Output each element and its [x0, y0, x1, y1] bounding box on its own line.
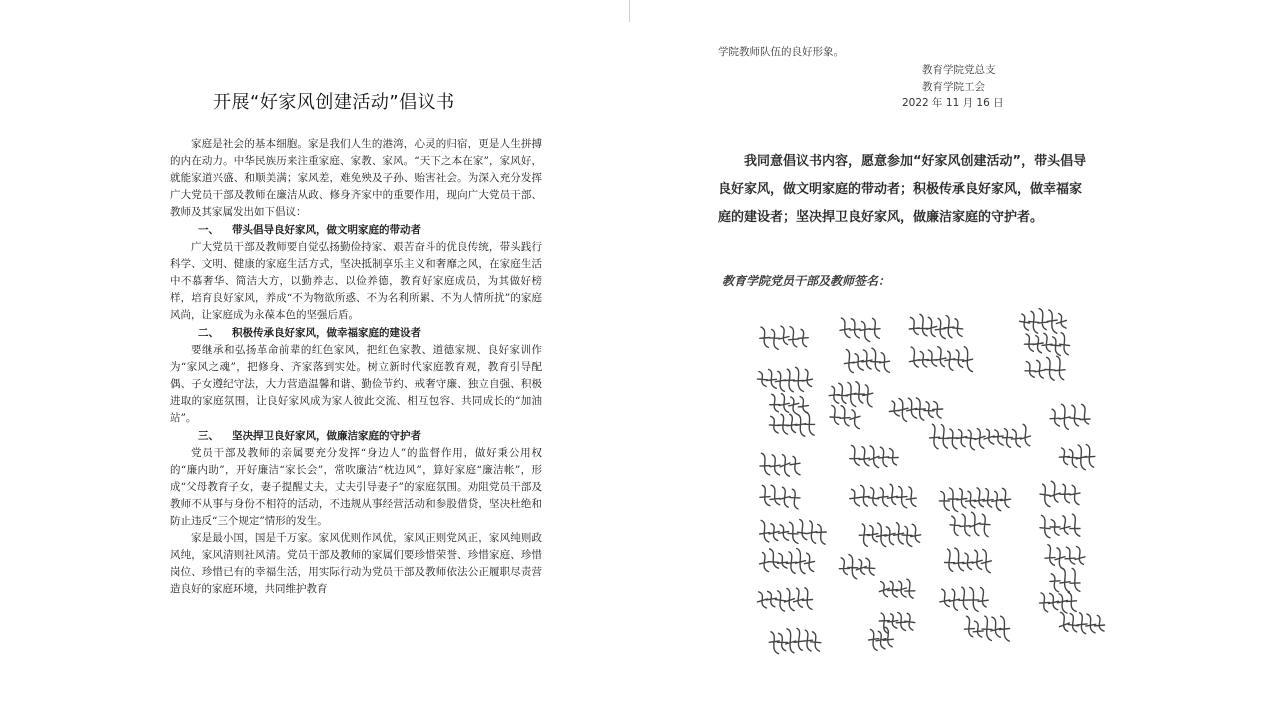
signature-27	[1040, 514, 1080, 538]
signature-6	[758, 367, 813, 392]
signature-30	[945, 548, 992, 573]
signature-40	[769, 628, 821, 653]
section-heading-3	[170, 427, 542, 445]
signature-31	[1045, 545, 1085, 569]
organization-name: 教育学院党总支	[922, 64, 996, 76]
signature-heading: 教育学院党员干部及教师签名：	[722, 274, 891, 288]
signature-4	[1020, 309, 1067, 334]
left-page	[150, 0, 550, 720]
section-heading-1	[170, 221, 542, 239]
signature-28	[760, 549, 815, 574]
document-title: 开展“好家风创建活动”倡议书	[213, 92, 455, 113]
signature-16	[1050, 404, 1090, 429]
signature-5	[1024, 333, 1069, 356]
signature-9	[1025, 356, 1065, 380]
signature-39	[1059, 612, 1104, 633]
section-number: 二、	[198, 327, 219, 339]
signature-32	[758, 588, 813, 611]
section-title: 坚决捍卫良好家风，做廉洁家庭的守护者	[232, 430, 421, 442]
signature-7	[844, 348, 889, 373]
right-page	[700, 0, 1140, 720]
page-divider	[629, 0, 630, 22]
signature-20	[760, 485, 800, 509]
signature-11	[770, 394, 809, 414]
signature-2	[840, 318, 880, 342]
signature-8	[909, 347, 972, 372]
signature-10	[829, 382, 873, 407]
intro-paragraph: 家庭是社会的基本细胞。家是我们人生的港湾，心灵的归宿，更是人生拼搏的内在动力。中华民族历来注重家庭、家教、家风。“天下之本在家”，家风好，就能家道兴盛、和顺美满；家风差，难免殃及子孙、贻害社会。为深入充分发挥广大党员干部及教师在廉洁从政、修身齐家中的重要作用，现向广大党员干部、教师及其家属发出如下倡议：	[170, 138, 542, 218]
signature-36	[1040, 592, 1077, 613]
document-date: 2022 年 11 月 16 日	[902, 97, 1004, 109]
signature-19	[760, 453, 800, 476]
signature-13	[769, 412, 814, 436]
section-title: 带头倡导良好家风，做文明家庭的带动者	[232, 224, 421, 236]
signature-22	[939, 488, 1010, 512]
signature-17	[850, 445, 898, 467]
signature-34	[940, 587, 988, 611]
signature-26	[950, 512, 990, 536]
continuation-line: 学院教师队伍的良好形象。	[718, 46, 844, 58]
section-number: 三、	[198, 430, 219, 442]
signature-25	[859, 523, 920, 547]
document-body	[170, 136, 542, 598]
signature-41	[869, 627, 894, 650]
section-paragraph-1: 广大党员干部及教师要自觉弘扬勤俭持家、艰苦奋斗的优良传统，带头践行科学、文明、健康的家庭生活方式，坚决抵制享乐主义和奢靡之风，在家庭生活中不慕奢华、简洁大方，以勤养志、以俭养德，教育好家庭成员，为其做好榜样，培育良好家风，养成“不为物欲所惑、不为名利所累、不为人情所扰”的家庭风尚，让家庭成为永葆本色的坚强后盾。	[170, 241, 542, 321]
signature-area	[740, 300, 1110, 680]
signature-18	[1059, 445, 1095, 470]
section-title: 积极传承良好家风，做幸福家庭的建设者	[232, 327, 421, 339]
closing-paragraph: 家是最小国，国是千万家。家风优则作风优，家风正则党风正，家风纯则政风纯，家风清则社风清。党员干部及教师的家属们要珍惜荣誉、珍惜家庭、珍惜岗位、珍惜已有的幸福生活，用实际行动为党员干部及教师依法公正履职尽责营造良好的家庭环境，共同维护教育	[170, 532, 542, 595]
section-heading-2	[170, 324, 542, 342]
signature-24	[760, 520, 827, 545]
handwritten-signatures	[740, 300, 1110, 680]
signature-14	[830, 406, 860, 429]
signature-3	[909, 314, 962, 338]
signature-15	[930, 424, 1031, 450]
section-paragraph-3: 党员干部及教师的亲属要充分发挥“身边人”的监督作用，做好秉公用权的“廉内助”，开好廉洁“家长会”，常吹廉洁“枕边风”，算好家庭“廉洁帐”，形成“父母教育子女，妻子提醒丈夫，丈夫引导妻子”的家庭氛围。劝阻党员干部及教师不从事与身份不相符的活动，不违规从事经营活动和参股借贷，坚决杜绝和防止违反“三个规定”情形的发生。	[170, 447, 542, 527]
signature-1	[760, 326, 808, 349]
signature-37	[879, 613, 915, 634]
section-paragraph-2: 要继承和弘扬革命前辈的红色家风，把红色家教、道德家规、良好家训作为“家风之魂”，把修身、齐家落到实处。树立新时代家庭教育观，教育引导配偶、子女遵纪守法，大力营造温馨和谐、勤俭节约、戒奢守廉、独立自强、积极进取的家庭氛围，让良好家风成为家人彼此交流、相互包容、共同成长的“加油站”。	[170, 344, 542, 424]
pledge-statement: 我同意倡议书内容，愿意参加“好家风创建活动”，带头倡导良好家风，做文明家庭的带动者；积极传承良好家风，做幸福家庭的建设者；坚决捍卫良好家风，做廉洁家庭的守护者。	[718, 154, 1087, 225]
signature-23	[1040, 481, 1080, 507]
signature-29	[839, 555, 875, 579]
signature-21	[850, 484, 917, 508]
signature-33	[879, 579, 915, 598]
organization-name-2: 教育学院工会	[922, 81, 985, 93]
signature-35	[1050, 568, 1080, 592]
signature-38	[964, 616, 1009, 641]
signature-12	[889, 398, 942, 422]
section-number: 一、	[198, 224, 219, 236]
